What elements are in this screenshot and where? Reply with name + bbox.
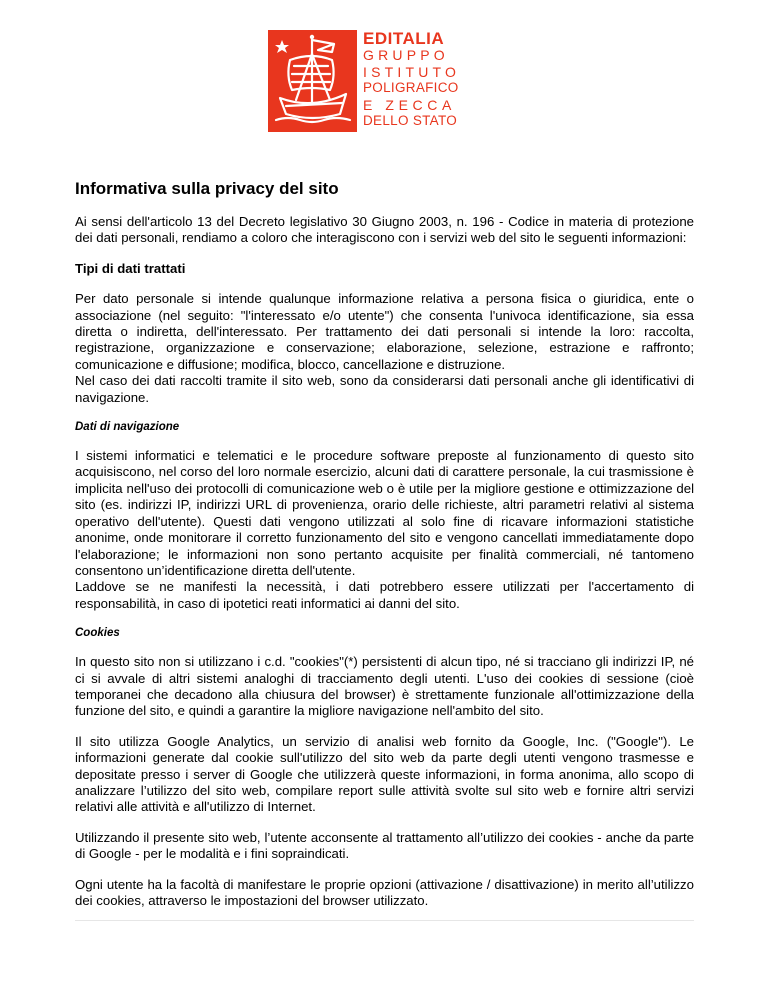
logo-line-zecca: E ZECCA [363,96,456,113]
types-paragraph-1: Per dato personale si intende qualunque informazione relativa a persona fisica o giuridica, ente o associazione (nel seguito: "l'interessato e/o utente") che consenta l'univoca identificazione, sia essa diretta o indiretta, dell'interessato. Per trattamento dei dati personali si intende la loro: raccolta, registrazione, organizzazione e conservazione; elaborazione, selezione, estrazione e raffronto; comunicazione e diffusione; modifica, blocco, cancellazione e distruzione. [75,291,694,372]
section-heading-types: Tipi di dati trattati [75,260,186,276]
ship-icon [268,30,357,132]
logo-line-istituto: ISTITUTO [363,63,461,80]
cookies-paragraph-4: Ogni utente ha la facoltà di manifestare le proprie opzioni (attivazione / disattivazione) in merito all’utilizzo dei cookies, attraverso le impostazioni del browser utilizzato. [75,876,694,908]
ship-drawing [268,30,357,132]
logo-line-poligrafico: POLIGRAFICO [363,80,459,96]
section-heading-cookies: Cookies [75,627,120,640]
logo-wordmark [363,30,460,132]
logo-line-gruppo: GRUPPO [363,47,449,64]
privacy-document [75,178,694,923]
logo-brand: EDITALIA [363,29,445,48]
page-divider [75,920,694,921]
section-heading-navigation: Dati di navigazione [75,421,180,434]
cookies-paragraph-3: Utilizzando il presente sito web, l’utente acconsente al trattamento all’utilizzo dei cookies - anche da parte di Google - per le modalità e i fini sopraindicati. [75,829,694,862]
types-paragraph-2: Nel caso dei dati raccolti tramite il sito web, sono da considerarsi dati personali anche gli identificativi di navigazione. [75,373,694,405]
publisher-logo [268,30,484,132]
page-title: Informativa sulla privacy del sito [75,179,339,198]
intro-paragraph: Ai sensi dell'articolo 13 del Decreto legislativo 30 Giugno 2003, n. 196 - Codice in materia di protezione dei dati personali, rendiamo a coloro che interagiscono con i servizi web del sito le seguenti informazioni: [75,214,694,246]
cookies-paragraph-1: In questo sito non si utilizzano i c.d. "cookies"(*) persistenti di alcun tipo, né si tracciano gli indirizzi IP, né ci si avvale di altri sistemi analoghi di tracciamento degli utenti. L'uso dei cookies di sessione (cioè temporanei che decadono alla chiusura del browser) è strettamente funzionale all'ottimizzazione della funzione del sito, e quindi a garantire la migliore navigazione nell'ambito del sito. [75,654,694,719]
navigation-paragraph-1: I sistemi informatici e telematici e le procedure software preposte al funzionamento di questo sito acquisiscono, nel corso del loro normale esercizio, alcuni dati di carattere personale, la cui trasmissione è implicita nell'uso dei protocolli di comunicazione web o è utile per la migliore gestione e ottimizzazione del sito (es. indirizzi IP, indirizzi URL di provenienza, orario delle richieste, altri parametri relativi al sistema operativo dell'utente). Questi dati vengono utilizzati al solo fine di ricavare informazioni statistiche anonime, onde monitorare il corretto funzionamento del sito e vengono cancellati immediatamente dopo l'elaborazione; le informazioni non sono pertanto acquisite per finalità commerciali, né tantomeno consentono un’identificazione diretta dell'utente. [75,448,694,578]
cookies-paragraph-2: Il sito utilizza Google Analytics, un servizio di analisi web fornito da Google, Inc. ("Google"). Le informazioni generate dal cookie sull'utilizzo del sito web da parte degli utenti vengono trasmesse e depositate presso i server di Google che utilizzerà queste informazioni, in forma anonima, allo scopo di analizzare l’utilizzo del sito web, compilare report sulle attività svolte sul sito web e fornire altri servizi relativi alle attività e all'utilizzo di Internet. [75,733,694,815]
navigation-paragraph-2: Laddove se ne manifesti la necessità, i dati potrebbero essere utilizzati per l'accertamento di responsabilità, in caso di ipotetici reati informatici ai danni del sito. [75,579,694,611]
logo-line-stato: DELLO STATO [363,112,458,128]
